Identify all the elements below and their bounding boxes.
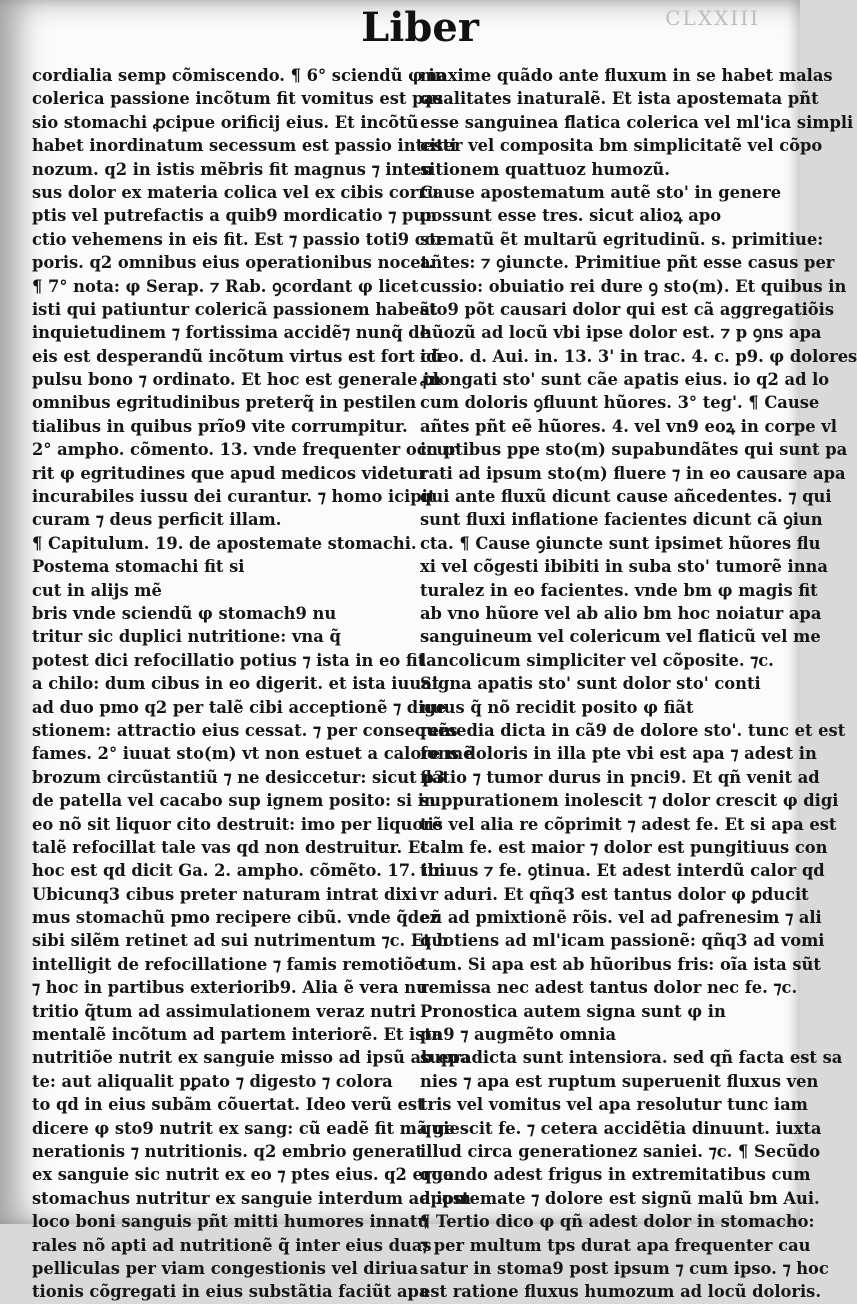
text-line: qui ante fluxũ dicunt cause añcedentes. ⁊ qui (420, 487, 832, 507)
text-line: pn9 ⁊ augmẽto omnia (420, 1025, 617, 1045)
text-line: pelliculas per viam congestionis vel diriua (32, 1258, 419, 1278)
text-line: tinuus ⁊ fe. ꝯtinua. Et adest interdũ calor qd (420, 861, 825, 881)
text-line: de patella vel cacabo sup ignem posito: si in (32, 791, 436, 811)
text-line: stematũ ẽt multarũ egritudinũ. s. primitiue: (420, 229, 824, 249)
text-line: vr aduri. Et qñq3 est tantus dolor φ ꝑducit (420, 884, 809, 904)
text-line: fons doloris in illa pte vbi est apa ⁊ adest in (420, 744, 817, 764)
text-line: ¶ Capitulum. 19. de apostemate stomachi. (32, 533, 417, 553)
text-line: curam ⁊ deus perficit illam. (32, 510, 282, 530)
text-line: possunt esse tres. sicut alioꝝ apo (420, 206, 722, 226)
text-line: sanguineum vel colericum vel fl̃aticũ vel me (420, 627, 821, 647)
text-line: isti qui patiuntur colericã passionem habeãt (32, 299, 438, 319)
right-text-column (420, 64, 857, 1304)
text-line: ¶ 7° nota: φ Serap. ⁊ Rab. ꝯcordant φ licet (32, 276, 419, 296)
running-head: Liber (361, 4, 479, 51)
text-line: fames. 2° iuuat sto(m) vt non estuet a calore mẽ (32, 744, 474, 764)
text-line: remissa nec adest tantus dolor nec fe. ⁊c. (420, 978, 798, 998)
text-line: in ptibus ppe sto(m) supabundãtes qui sunt pa (420, 440, 848, 460)
text-line: ptis vel putrefactis a quib9 mordicatio ⁊ pun (32, 206, 438, 226)
text-line: sto9 põt causari dolor qui est cã aggregatiõis (420, 299, 834, 319)
text-line: eis est desperandũ incõtum virtus est fort cũ (32, 346, 443, 366)
text-line: quando adest frigus in extremitatibus cum (420, 1165, 811, 1185)
text-line: ¶ Tertio dico φ qñ adest dolor in stomacho: (420, 1212, 815, 1232)
text-line: Cause apostematum autẽ sto' in genere (420, 182, 782, 202)
text-line: xi vel cõgesti ibibiti in suba sto' tumorẽ inna (420, 557, 828, 577)
text-line: omnibus egritudinibus preterq̃ in pestilen (32, 393, 417, 413)
text-line: calm fe. est maior ⁊ dolor est pungitiuus con (420, 837, 828, 857)
text-line: ꝓlongati sto' sunt cãe apatis eius. io q2 ad lo (420, 370, 830, 390)
text-line: Postema stomachi fit si (32, 557, 245, 577)
text-line: maxime quãdo ante fluxum in se habet malas (420, 66, 833, 85)
text-line: Signa apatis sto' sunt dolor sto' conti (420, 674, 761, 694)
text-line: ex sanguie sic nutrit ex eo ⁊ ptes eius. q2 ergo (32, 1165, 454, 1185)
text-line: quotiens ad ml'icam passionẽ: qñq3 ad vomi (420, 931, 825, 951)
text-line: sus dolor ex materia colica vel ex cibis corru (32, 182, 439, 202)
text-line: cum doloris ꝯfluunt hũores. 3° teg'. ¶ Cause (420, 393, 820, 413)
text-line: dicere φ sto9 nutrit ex sang: cũ eadẽ fit mã ge (32, 1118, 455, 1138)
text-line: suppurationem inolescit ⁊ dolor crescit φ digi (420, 791, 839, 811)
text-line: sunt fluxi inflatione facientes dicunt cã ꝯiun (420, 510, 823, 530)
text-line: illud circa generationez saniei. ⁊c. ¶ Secũdo (420, 1141, 821, 1161)
text-line: apostemate ⁊ dolore est signũ malũ bm Aui. (420, 1188, 820, 1208)
text-line: ctio vehemens in eis fit. Est ⁊ passio toti9 cor (32, 229, 445, 249)
text-line: brozum circũstantiũ ⁊ ne desiccetur: sicut p3 (32, 767, 446, 787)
text-line: supradicta sunt intensiora. sed qñ facta est sa (420, 1048, 843, 1068)
text-line: eo nõ sit liquor cito destruit: imo per liquorẽ (32, 814, 443, 834)
text-line: ad duo pmo q2 per talẽ cibi acceptionẽ ⁊ dige (32, 697, 447, 717)
text-line: cussio: obuiatio rei dure ꝯ sto(m). Et quibus in (420, 276, 847, 296)
text-line: nutritiõe nutrit ex sanguie misso ad ipsũ ab epa (32, 1048, 471, 1068)
text-line: quiescit fe. ⁊ cetera accidẽtia dinuunt. iuxta (420, 1118, 822, 1138)
text-line: inquietudinem ⁊ fortissima accidẽ⁊ nunq̃ de (32, 323, 431, 343)
left-text-column (32, 64, 474, 1304)
text-line: eũ ad pmixtionẽ rõis. vel ad ꝑafrenesim ⁊ ali (420, 908, 822, 928)
text-line: tritio q̃tum ad assimulationem veraz nutri (32, 1001, 417, 1021)
text-line: mus stomachũ pmo recipere cibũ. vnde q̃dez (32, 908, 439, 928)
text-line: 2° ampho. cõmento. 13. vnde frequenter occur (32, 440, 457, 460)
text-line: turalez in eo facientes. vnde bm φ magis fit (420, 580, 818, 600)
text-line: añtes: ⁊ ꝯiuncte. Primitiue pñt esse casus per (420, 253, 835, 273)
text-line: bris vnde sciendũ φ stomach9 nu (32, 603, 337, 623)
text-line: sibi silẽm retinet ad sui nutrimentum ⁊c. Et h (32, 931, 449, 951)
text-line: lancolicum simpliciter vel cõposite. ⁊c. (420, 650, 774, 670)
text-line: stionem: attractio eius cessat. ⁊ per consequẽs (32, 720, 458, 740)
text-line: rales nõ apti ad nutritionẽ q̃ inter eius duas (32, 1235, 432, 1255)
text-line: hoc est qd dicit Ga. 2. ampho. cõmẽto. 17. ibi. (32, 861, 451, 881)
text-line: nozum. q2 in istis mẽbris fit magnus ⁊ inten (32, 159, 434, 179)
text-line: citer vel composita bm simplicitatẽ vel cõpo (420, 136, 823, 156)
text-line: añtes pñt eẽ hũores. 4. vel vn9 eoꝝ in corpe vl (420, 416, 837, 436)
text-line: tionis cõgregati in eius substãtia faciũt apa (32, 1282, 430, 1302)
text-line: remedia dicta in cã9 de dolore sto'. tunc et est (420, 720, 846, 740)
text-line: esse sanguinea fl̃atica colerica vel ml'ica simpli (420, 112, 854, 132)
text-line: colerica passione incõtum fit vomitus est pas (32, 89, 444, 109)
text-line: flatio ⁊ tumor durus in pnci9. Et qñ venit ad (420, 767, 820, 787)
text-line: stomachus nutritur ex sanguie interdum ad ipm (32, 1188, 472, 1208)
text-line: incurabiles iussu dei curantur. ⁊ homo icipit (32, 487, 436, 507)
text-line: cut in alijs mẽ (32, 580, 162, 600)
text-line: ⁊ hoc in partibus exteriorib9. Alia ẽ vera nu (32, 978, 428, 998)
text-line: ab vno hũore vel ab alio bm hoc noiatur apa (420, 603, 822, 623)
text-line: nies ⁊ apa est ruptum superuenit fluxus ven (420, 1071, 819, 1091)
text-line: te: aut aliqualit pꝑato ⁊ digesto ⁊ colora (32, 1071, 393, 1091)
text-line: mentalẽ incõtum ad partem interiorẽ. Et ista (32, 1025, 443, 1045)
text-line: a chilo: dum cibus in eo digerit. et ista iuuat (32, 674, 440, 694)
text-line: intelligit de refocillatione ⁊ famis remotiõe (32, 954, 425, 974)
text-line: poris. q2 omnibus eius operationibus nocet. (32, 253, 434, 273)
text-line: potest dici refocillatio potius ⁊ ista in eo fit (32, 650, 426, 670)
text-line: nuus q̃ nõ recidit posito φ fiãt (420, 697, 694, 717)
text-line: cordialia semp cõmiscendo. ¶ 6° sciendũ φ in (32, 66, 447, 85)
text-line: rati ad ipsum sto(m) fluere ⁊ in eo causare apa (420, 463, 846, 483)
text-line: sitionem quattuoz humozũ. (420, 159, 670, 179)
text-line: pulsu bono ⁊ ordinato. Et hoc est generale in (32, 370, 442, 390)
text-line: ideo. d. Aui. in. 13. 3' in trac. 4. c. p9. φ dolores (420, 346, 857, 366)
text-line: tialibus in quibus prĩo9 vite corrumpitur. (32, 416, 408, 436)
text-line: to qd in eius subãm cõuertat. Ideo verũ est (32, 1095, 425, 1115)
text-line: loco boni sanguis pñt mitti humores innatu (32, 1212, 430, 1232)
bleed-through-folio: CLXXIII (665, 6, 760, 30)
text-line: satur in stoma9 post ipsum ⁊ cum ipso. ⁊ hoc (420, 1258, 829, 1278)
text-line: tis vel alia re cõprimit ⁊ adest fe. Et si apa est (420, 814, 837, 834)
text-line: cta. ¶ Cause ꝯiuncte sunt ipsimet hũores flu (420, 533, 821, 553)
text-line: Pronostica autem signa sunt φ in (420, 1001, 726, 1021)
text-line: tris vel vomitus vel apa resolutur tunc iam (420, 1095, 808, 1115)
text-line: nerationis ⁊ nutritionis. q2 embrio generat (32, 1141, 423, 1161)
text-line: Ubicunq3 cibus preter naturam intrat dixi (32, 884, 418, 904)
text-line: ⁊ per multum tps durat apa frequenter cau (420, 1235, 811, 1255)
text-line: habet inordinatum secessum est passio intesti (32, 136, 457, 156)
text-line: tritur sic duplici nutritione: vna q̃ (32, 627, 341, 647)
text-line: tum. Si apa est ab hũoribus fris: oĩa ista sũt (420, 954, 821, 974)
text-line: hũozũ ad locũ vbi ipse dolor est. ⁊ p ꝯns apa (420, 323, 822, 343)
text-line: est ratione fluxus humozum ad locũ doloris. (420, 1282, 822, 1302)
text-line: rit φ egritudines que apud medicos videtur (32, 463, 427, 483)
text-line: talẽ refocillat tale vas qd non destruitur. Et (32, 837, 428, 857)
text-line: sio stomachi ꝓcipue orificij eius. Et incõtũ (32, 112, 419, 132)
text-line: qualitates inaturalẽ. Et ista apostemata pñt (420, 89, 819, 109)
